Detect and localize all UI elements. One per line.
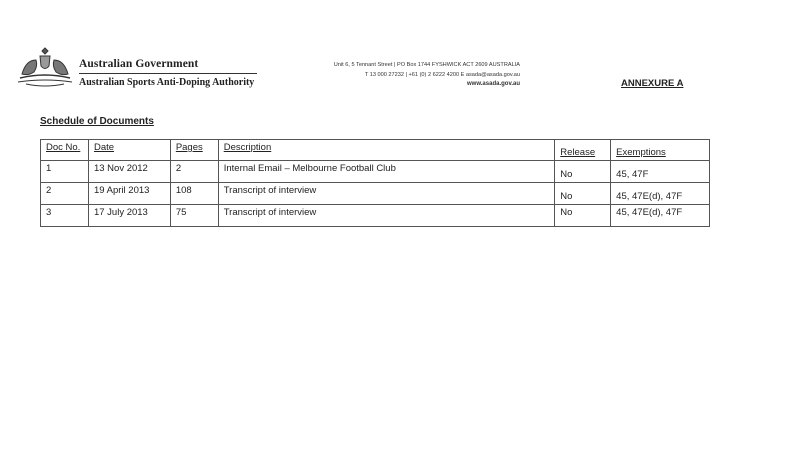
header-exemptions: Exemptions xyxy=(611,140,710,161)
agency-name: Australian Sports Anti-Doping Authority xyxy=(79,77,255,88)
cell-release: No xyxy=(555,161,611,183)
cell-doc-no: 3 xyxy=(41,205,89,227)
cell-doc-no: 2 xyxy=(41,183,89,205)
cell-release: No xyxy=(555,183,611,205)
cell-date: 13 Nov 2012 xyxy=(88,161,170,183)
address-line-1: Unit 6, 5 Tennant Street | PO Box 1744 FYSHWICK ACT 2609 AUSTRALIA xyxy=(333,62,520,68)
letterhead-rule xyxy=(79,73,257,74)
cell-description: Transcript of interview xyxy=(218,205,555,227)
cell-description: Transcript of interview xyxy=(218,183,555,205)
schedule-table xyxy=(40,139,710,227)
annexure-label: ANNEXURE A xyxy=(621,78,684,89)
cell-exemptions: 45, 47E(d), 47F xyxy=(611,183,710,205)
cell-pages: 75 xyxy=(170,205,218,227)
table-row xyxy=(41,205,710,227)
cell-release: No xyxy=(555,205,611,227)
cell-pages: 108 xyxy=(170,183,218,205)
header-date: Date xyxy=(88,140,170,161)
address-line-2: T 13 000 27232 | +61 (0) 2 6222 4200 E asada@asada.gov.au xyxy=(364,71,520,78)
cell-exemptions: 45, 47F xyxy=(611,161,710,183)
schedule-title: Schedule of Documents xyxy=(40,116,154,127)
header-description: Description xyxy=(218,140,555,161)
header-release: Release xyxy=(555,140,611,161)
cell-date: 17 July 2013 xyxy=(88,205,170,227)
government-name: Australian Government xyxy=(79,58,199,70)
cell-pages: 2 xyxy=(170,161,218,183)
header-doc-no: Doc No. xyxy=(41,140,89,161)
header-pages: Pages xyxy=(170,140,218,161)
cell-doc-no: 1 xyxy=(41,161,89,183)
table-row xyxy=(41,183,710,205)
coat-of-arms-icon xyxy=(16,44,74,88)
letterhead-address xyxy=(300,61,520,90)
website-link[interactable]: www.asada.gov.au xyxy=(466,81,520,87)
table-header-row xyxy=(41,140,710,161)
letterhead-agency xyxy=(79,57,259,89)
cell-exemptions: 45, 47E(d), 47F xyxy=(611,205,710,227)
table-row xyxy=(41,161,710,183)
cell-description: Internal Email – Melbourne Football Club xyxy=(218,161,555,183)
cell-date: 19 April 2013 xyxy=(88,183,170,205)
